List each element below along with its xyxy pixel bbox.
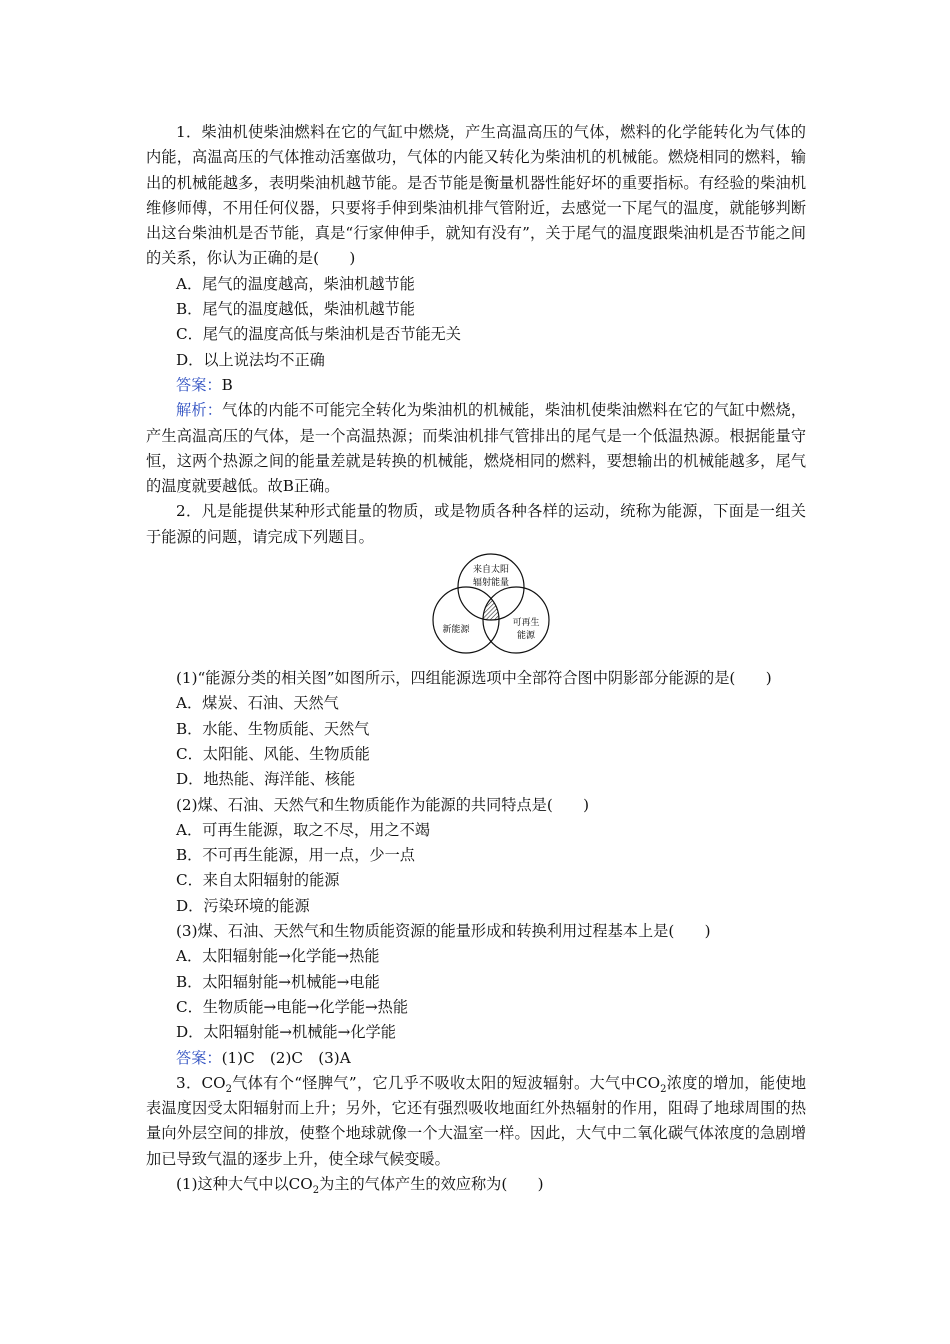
q3-stem-part-1: 3．CO (176, 1073, 226, 1092)
label-new-energy: 新能源 (442, 625, 470, 636)
q2-sub1-option-b: B．水能、生物质能、天然气 (176, 719, 370, 738)
q2-sub3-option-d: D．太阳辐射能→机械能→化学能 (176, 1023, 396, 1042)
q1-stem: 1．柴油机使柴油燃料在它的气缸中燃烧，产生高温高压的气体，燃料的化学能转化为气体的内能，高温高压的气体推动活塞做功，气体的内能又转化为柴油机的机械能。燃烧相同的燃料，输出的机械能越多，表明柴油机越节能。是否节能是衡量机器性能好坏的重要指标。有经验的柴油机维修师傅，不用任何仪器，只要将手伸到柴油机排气管附近，去感觉一下尾气的温度，就能够判断出这台柴油机是否节能，真是“行家伸伸手，就知有没有”，关于尾气的温度跟柴油机是否节能之间的关系，你认为正确的是( ) (146, 123, 806, 268)
label-solar-1: 来自太阳 (472, 565, 510, 576)
q2-answer (146, 1046, 806, 1071)
analysis-text: 气体的内能不可能完全转化为柴油机的机械能，柴油机使柴油燃料在它的气缸中燃烧，产生高温高压的气体，是一个高温热源；而柴油机排气管排出的尾气是一个低温热源。根据能量守恒，这两个热源之间的能量差就是转换的机械能，燃烧相同的燃料，要想输出的机械能越多，尾气的温度就要越低。故B正确。 (146, 401, 807, 496)
q1-option-c: C．尾气的温度高低与柴油机是否节能无关 (176, 325, 461, 344)
q3-stem-part-2: 气体有个“怪脾气”，它几乎不吸收太阳的短波辐射。大气中CO (231, 1073, 661, 1092)
q2-stem: 2．凡是能提供某种形式能量的物质，或是物质各种各样的运动，统称为能源，下面是一组关于能源的问题，请完成下列题目。 (146, 502, 806, 546)
q3-sub1-stem (146, 1172, 806, 1197)
analysis-label: 解析： (176, 401, 223, 420)
co2-subscript: 2 (312, 1185, 320, 1197)
q3-sub1-part-1: (1)这种大气中以CO (176, 1174, 313, 1193)
q2-sub1-option-c: C．太阳能、风能、生物质能 (176, 744, 370, 763)
q2-sub1-option-d: D．地热能、海洋能、核能 (176, 770, 356, 789)
q2-sub2-option-d: D．污染环境的能源 (176, 896, 310, 915)
q1-option-d: D．以上说法均不正确 (176, 350, 325, 369)
q3-stem-part-3: 浓度的增加，能使地表温度因受太阳辐射而上升；另外，它还有强烈吸收地面红外热辐射的作用，阻碍了地球周围的热量向外层空间的排放，使整个地球就像一个大温室一样。因此，大气中二氧化碳气体浓度的急剧增加已导致气温的逐步上升，使全球气候变暖。 (146, 1073, 807, 1168)
co2-subscript: 2 (225, 1083, 232, 1095)
q2-sub1-option-a: A．煤炭、石油、天然气 (176, 694, 339, 713)
q2-sub3-stem: (3)煤、石油、天然气和生物质能资源的能量形成和转换利用过程基本上是( ) (176, 922, 711, 941)
q1-analysis (146, 398, 806, 499)
q3-stem (146, 1071, 806, 1172)
label-renewable-1: 可再生 (512, 618, 540, 629)
energy-venn-diagram (146, 552, 806, 662)
answer-label: 答案： (176, 375, 222, 394)
q2-sub2-stem: (2)煤、石油、天然气和生物质能作为能源的共同特点是( ) (176, 795, 590, 814)
venn-svg (426, 552, 556, 658)
label-solar-2: 辐射能量 (472, 578, 510, 589)
q1-option-b: B．尾气的温度越低，柴油机越节能 (176, 300, 415, 319)
q2-sub3-option-c: C．生物质能→电能→化学能→热能 (176, 997, 409, 1016)
q1-option-a: A．尾气的温度越高，柴油机越节能 (176, 274, 415, 293)
q2-sub2-option-c: C．来自太阳辐射的能源 (176, 871, 340, 890)
q2-sub2-option-b: B．不可再生能源，用一点，少一点 (176, 846, 415, 865)
document-page (146, 120, 806, 1197)
answer-value: B (221, 375, 233, 394)
q2-sub2-option-a: A．可再生能源，取之不尽，用之不竭 (176, 820, 430, 839)
q2-sub1-stem: (1)“能源分类的相关图”如图所示，四组能源选项中全部符合图中阴影部分能源的是( ) (176, 669, 772, 688)
co2-subscript: 2 (660, 1083, 667, 1095)
q2-sub3-option-a: A．太阳辐射能→化学能→热能 (176, 947, 380, 966)
q2-sub3-option-b: B．太阳辐射能→机械能→电能 (176, 972, 380, 991)
answer-value: (1)C (2)C (3)A (221, 1048, 351, 1067)
answer-label: 答案： (176, 1048, 222, 1067)
q3-sub1-part-2: 为主的气体产生的效应称为( ) (319, 1174, 544, 1193)
q1-answer (146, 373, 806, 398)
label-renewable-2: 能源 (516, 631, 536, 642)
